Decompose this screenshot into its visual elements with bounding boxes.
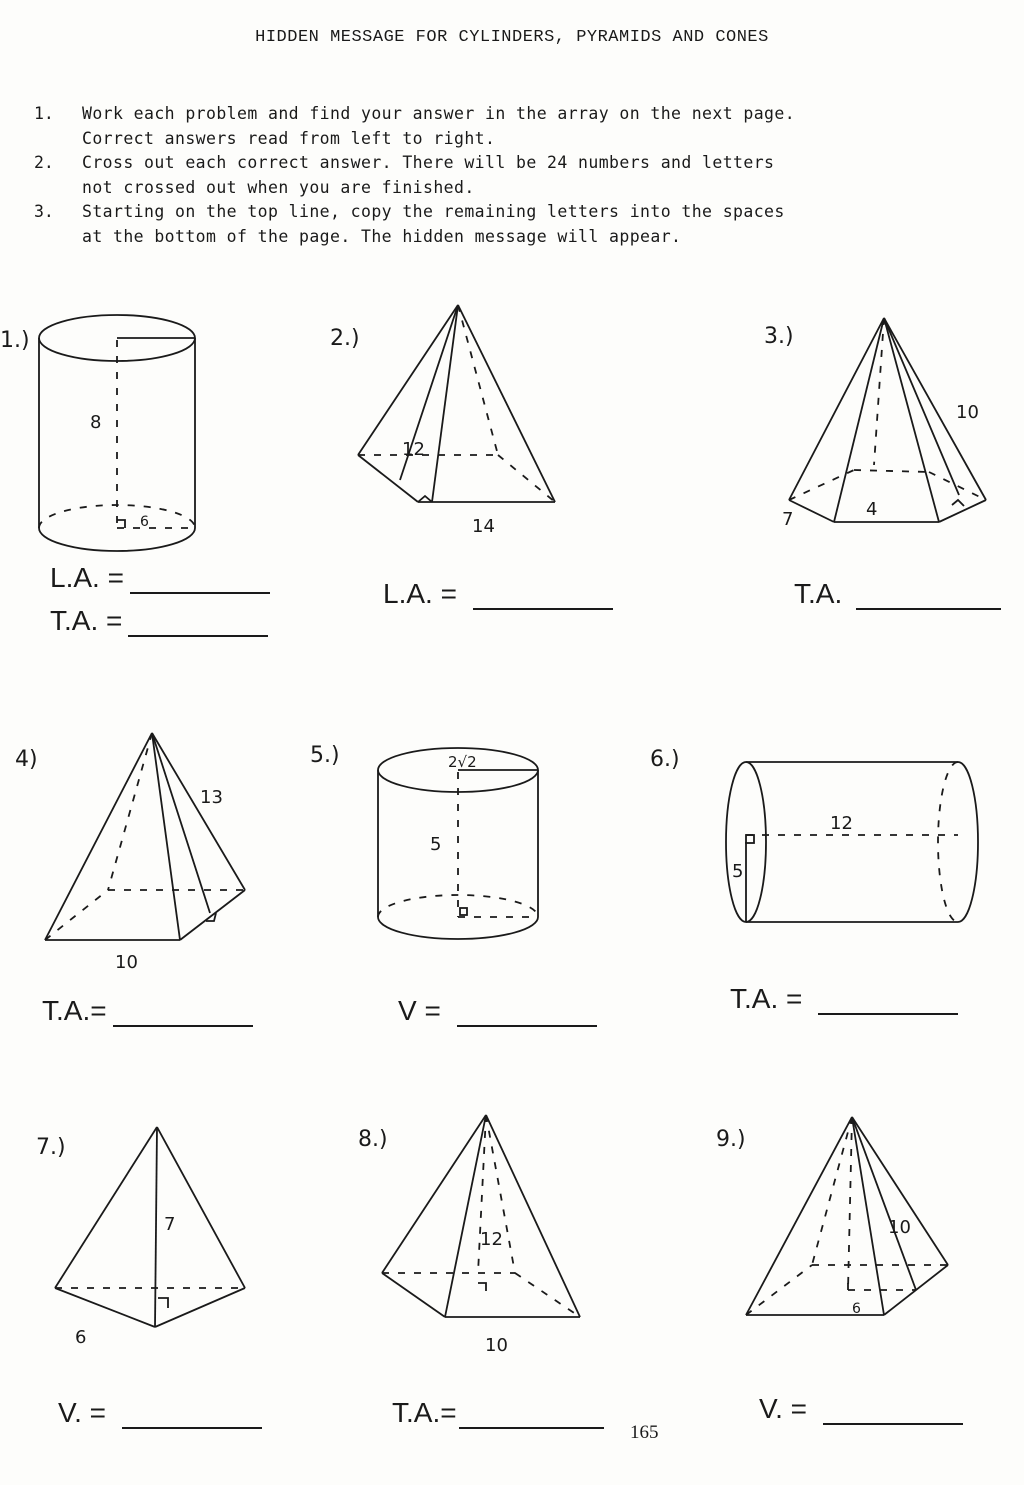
answer-label: L.A. = — [50, 562, 124, 593]
height-label: 8 — [90, 412, 102, 433]
base-label: 10 — [115, 952, 138, 973]
height-label: 12 — [480, 1229, 503, 1250]
square-pyramid-figure — [0, 725, 330, 985]
answer-blank[interactable] — [856, 608, 1001, 610]
problem-3 — [694, 300, 1024, 680]
slant-label: 13 — [200, 787, 223, 808]
problem-number: 6.) — [650, 747, 680, 772]
problem-2 — [330, 300, 660, 680]
problem-number: 5.) — [310, 743, 340, 768]
answer-row — [383, 578, 613, 610]
side-label: 7 — [782, 509, 794, 530]
slant-label: 10 — [956, 402, 979, 423]
slant-label: 10 — [888, 1217, 911, 1238]
radius-label: 2√2 — [448, 753, 477, 771]
instruction-number: 3. — [34, 202, 54, 221]
square-pyramid-figure — [694, 1105, 1024, 1365]
answer-row — [50, 562, 270, 594]
height-label: 12 — [830, 813, 853, 834]
problem-number: 8.) — [358, 1127, 388, 1152]
answer-label: T.A.= — [42, 995, 107, 1026]
instruction-1 — [34, 102, 934, 151]
instruction-text: Work each problem and find your answer in the array on the next page. Correct answers read from left to right. — [82, 104, 796, 148]
horizontal-cylinder-figure — [650, 725, 1024, 985]
answer-row — [392, 1397, 604, 1429]
answer-label: L.A. = — [383, 578, 457, 609]
square-pyramid-figure — [330, 300, 660, 560]
problem-number: 3.) — [764, 324, 794, 349]
problem-7 — [0, 1105, 330, 1485]
cylinder-figure — [0, 300, 330, 560]
answer-row — [42, 995, 253, 1027]
cylinder-figure — [310, 725, 640, 985]
hexagonal-pyramid-figure — [694, 300, 1024, 560]
answer-blank[interactable] — [113, 1025, 253, 1027]
answer-row — [398, 995, 597, 1027]
base-label: 10 — [485, 1335, 508, 1356]
edge-label: 6 — [75, 1327, 87, 1348]
answer-blank[interactable] — [128, 635, 268, 637]
answer-blank[interactable] — [130, 592, 270, 594]
radius-label: 6 — [140, 514, 149, 530]
height-label: 7 — [164, 1214, 176, 1235]
instruction-number: 2. — [34, 153, 54, 172]
base-label: 14 — [472, 516, 495, 537]
answer-blank[interactable] — [122, 1427, 262, 1429]
problem-5 — [310, 725, 640, 1105]
height-label: 5 — [430, 834, 442, 855]
answer-row — [58, 1397, 262, 1429]
instruction-2 — [34, 151, 934, 200]
base-label: 6 — [852, 1301, 861, 1317]
answer-blank[interactable] — [457, 1025, 597, 1027]
worksheet-title: HIDDEN MESSAGE FOR CYLINDERS, PYRAMIDS AND CONES — [255, 28, 769, 47]
answer-label: T.A. = — [730, 983, 803, 1014]
apothem-label: 4 — [866, 499, 878, 520]
radius-label: 5 — [732, 861, 744, 882]
answer-label: T.A. = — [50, 605, 123, 636]
instruction-text: Starting on the top line, copy the remaining letters into the spaces at the bottom of the page. The hidden message will appear. — [82, 202, 785, 246]
answer-row — [794, 578, 1001, 610]
square-pyramid-figure — [330, 1105, 660, 1365]
answer-label: V. = — [759, 1393, 808, 1424]
instruction-3 — [34, 200, 934, 249]
problem-6 — [650, 725, 980, 1105]
answer-blank[interactable] — [823, 1423, 963, 1425]
instruction-number: 1. — [34, 104, 54, 123]
triangular-pyramid-figure — [0, 1105, 330, 1365]
answer-row — [759, 1393, 963, 1425]
page-number: 165 — [630, 1422, 659, 1443]
problem-8 — [330, 1105, 660, 1485]
answer-blank[interactable] — [459, 1427, 604, 1429]
answer-label: T.A.= — [392, 1397, 457, 1428]
problem-9 — [694, 1105, 1024, 1485]
problem-number: 2.) — [330, 326, 360, 351]
problem-1 — [0, 300, 330, 680]
answer-label: V. = — [58, 1397, 107, 1428]
answer-row — [50, 605, 268, 637]
problem-4 — [0, 725, 330, 1105]
problem-number: 1.) — [0, 328, 30, 353]
answer-blank[interactable] — [473, 608, 613, 610]
answer-row — [730, 983, 958, 1015]
answer-blank[interactable] — [818, 1013, 958, 1015]
instruction-text: Cross out each correct answer. There will be 24 numbers and letters not crossed out when you are finished. — [82, 153, 775, 197]
instructions-list — [34, 102, 934, 249]
problem-number: 4) — [15, 747, 38, 772]
problem-number: 9.) — [716, 1127, 746, 1152]
answer-label: T.A. — [794, 578, 843, 609]
answer-label: V = — [398, 995, 441, 1026]
slant-label: 12 — [402, 439, 425, 460]
problem-number: 7.) — [36, 1135, 66, 1160]
